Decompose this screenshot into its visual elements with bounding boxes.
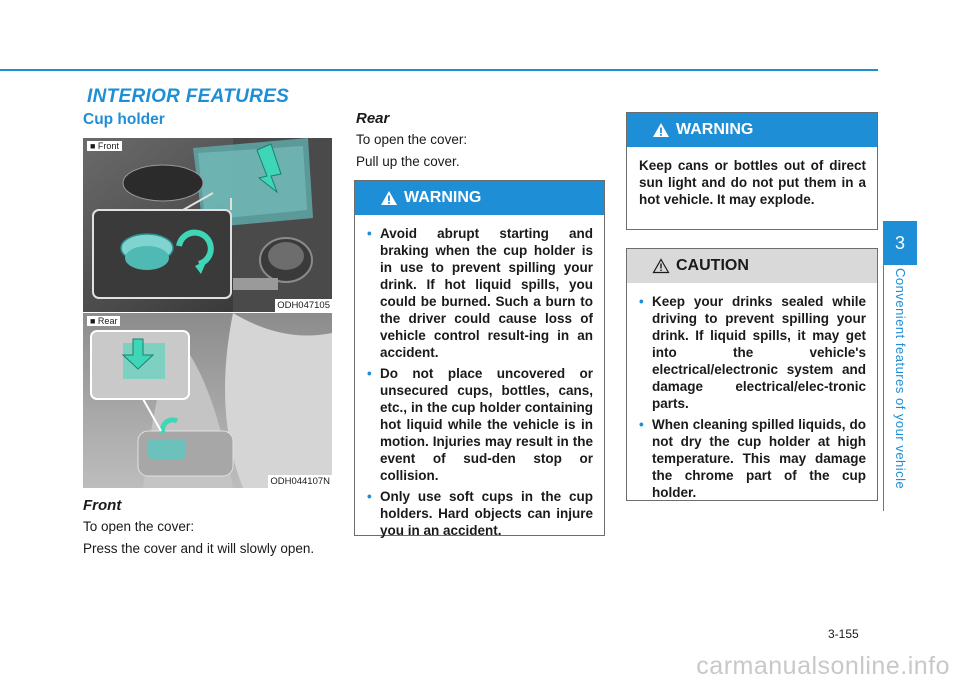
caution-header bbox=[627, 249, 877, 283]
warning-icon bbox=[652, 122, 670, 138]
page-number: 3-155 bbox=[828, 627, 859, 641]
cup-holder-subhead: Cup holder bbox=[83, 111, 165, 128]
rear-heading: Rear bbox=[356, 110, 390, 127]
list-item: • When cleaning spilled liquids, do not dry the cup holder at high temperature. This may damage the chrome part of the cup holder. bbox=[639, 417, 866, 500]
middle-warning-box bbox=[354, 180, 605, 536]
warning-icon bbox=[380, 190, 398, 206]
rear-cup-holder-illustration bbox=[83, 313, 332, 488]
front-open-instruction: Press the cover and it will slowly open. bbox=[83, 541, 315, 556]
header-rule bbox=[0, 69, 878, 71]
watermark: carmanualsonline.info bbox=[696, 652, 950, 680]
front-heading: Front bbox=[83, 497, 122, 514]
chapter-title: Convenient features of your vehicle bbox=[893, 268, 908, 490]
caution-list bbox=[639, 293, 866, 501]
right-warning-header bbox=[627, 113, 877, 147]
middle-warning-list bbox=[367, 225, 593, 539]
section-title: INTERIOR FEATURES bbox=[87, 86, 290, 107]
list-item: • Only use soft cups in the cup holders. Hard objects can injure you in an accident. bbox=[367, 489, 593, 538]
caution-box bbox=[626, 248, 878, 501]
right-warning-box bbox=[626, 112, 878, 230]
list-item: • Keep your drinks sealed while driving to prevent spilling your drink. If liquid spills, it may get into the vehicle's electrical/electronic system and damage electrical/elec-tronic parts. bbox=[639, 294, 866, 411]
right-warning-text: Keep cans or bottles out of direct sun light and do not put them in a hot vehicle. It may explode. bbox=[639, 158, 866, 207]
caution-icon bbox=[652, 258, 670, 274]
right-warning-title: WARNING bbox=[676, 121, 754, 138]
middle-warning-header bbox=[355, 181, 604, 215]
caution-title: CAUTION bbox=[676, 257, 749, 274]
rear-cup-holder-figure bbox=[83, 313, 332, 488]
rear-figure-label: ■ Rear bbox=[87, 316, 120, 326]
front-figure-code: ODH047105 bbox=[277, 300, 330, 311]
rear-open-instruction: Pull up the cover. bbox=[356, 154, 460, 169]
rear-open-label: To open the cover: bbox=[356, 132, 468, 147]
chapter-tab: 3 bbox=[883, 221, 917, 265]
list-item: • Avoid abrupt starting and braking when the cup holder is in use to prevent spilling your drink. If hot liquid spills, you could be burned. Such a burn to the driver could cause loss of vehicle control result-ing in an accident. bbox=[367, 226, 593, 360]
list-item: • Do not place uncovered or unsecured cups, bottles, cans, etc., in the cup holder containing hot liquid while the vehicle is in motion. Injuries may result in the event of sud-den stop or collision. bbox=[367, 366, 593, 483]
middle-warning-title: WARNING bbox=[404, 189, 482, 206]
front-open-label: To open the cover: bbox=[83, 519, 195, 534]
front-cup-holder-figure bbox=[83, 138, 332, 312]
rear-figure-code: ODH044107N bbox=[270, 476, 330, 487]
front-figure-label: ■ Front bbox=[87, 141, 122, 151]
front-cup-holder-illustration bbox=[83, 138, 332, 312]
